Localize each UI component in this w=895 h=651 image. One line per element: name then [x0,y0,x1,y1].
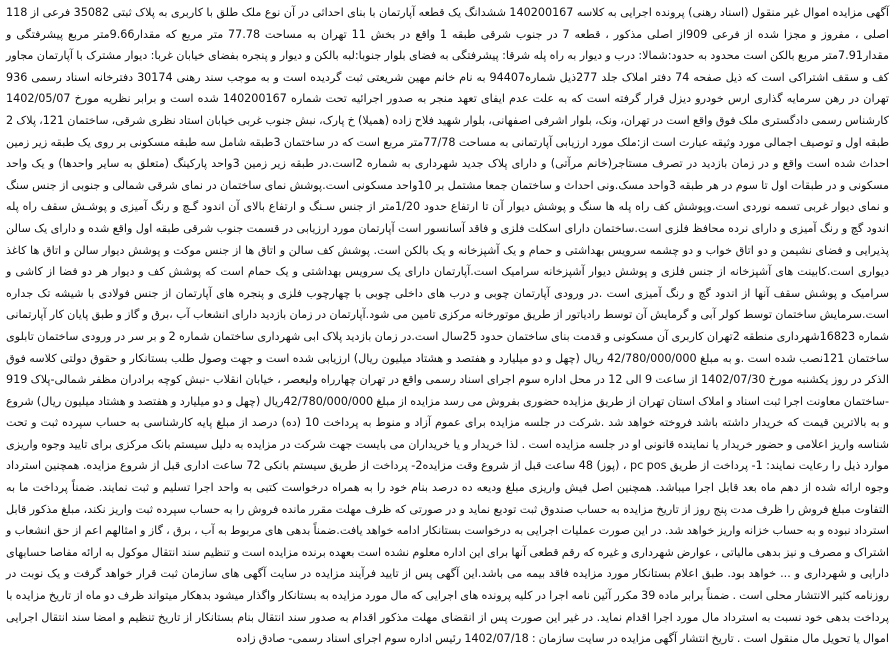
notice-body: آگهی مزایده اموال غیر منقول (اسناد رهنی) پرونده اجرایی به کلاسه 140200167 ششدانگ یک قطعه آپارتمان با بنای احداثی در آن نوع ملک طلق با کاربری به پلاک ثبتی 35082 فرعی از 118 اصلی ، مفروز و مجزا شده از فرعی 909از اصلی مذکور ، قطعه 7 در جنوب شرقی طبقه 1 واقع در بخش 11 تهران به مساحت 77.78 متر مربع که مقدار9.66متر مربع پیشرفتگی و مقدار7.91متر مربع بالکن است محدود به حدود:شمالا: درب و دیوار به راه پله شرقا: پیشرفتگی به فضای بلوار جنوبا:لبه بالکن و دیوار و پنجره بفضای خیابان غربا: دیوار مشترک با آپارتمان مجاور کف و سقف اشتراکی است که ذیل صفحه 74 دفتر املاک جلد 277ذیل شماره94407 به نام خانم مهین شریعتی ثبت گردیده است و به موجب سند رهنی 30174 دفترخانه اسناد رسمی 936 تهران در رهن سرمایه گذاری ارس خودرو دیزل قرار گرفته است که به علت عدم ایفای تعهد منجر به صدور اجرائیه تحت شماره 140200167 شده است و برابر نظریه مورخ 1402/05/07 کارشناس رسمی دادگستری ملک فوق واقع است در تهران، ونک، بلوار اشرفی اصفهانی، بلوار شهید فلاح زاده (همیلا) خ پارک، نبش جنوب غربی خیابان استاد نظری شرقی، ساختمان 121، پلاک 2 طبقه اول و توصیف اجمالی مورد وثیقه عبارت است از:ملک مورد ارزیابی آپارتمانی به مساحت 77/78متر مربع است که در ساختمان 3طبقه شامل سه طبقه مسکونی بر روی یک طبقه زیر زمین احداث شده است واقع و در زمان بازدید در تصرف مستاجر(خانم مرآتی) و دارای پلاک جدید شهرداری به شماره 2است.در طبقه زیر زمین 3واحد پارکینگ (متعلق به سایر واحدها) و یک واحد مسکونی و در طبقات اول تا سوم در هر طبقه 3واحد مسک.ونی احداث و ساختمان جمعا مشتمل بر 10واحد مسکونی است.پوشش نمای ساختمان در نمای شرقی شمالی و جنوبی از جنس سنگ و نمای دیوار غربی تسمه نوردی است.وپوشش کف راه پله ها سنگ و پوشش دیوار آن تا ارتفاع حدود 1/20متر از جنس سـنگ و ارتفاع بالای آن اندود گـچ و رنگ آمیزی و پوشـش سقف راه پله اندود گچ و رنگ آمیزی و دارای نرده محافظ فلزی است.ساختمان دارای اسکلت فلزی و فاقد آسانسور است آپارتمان مورد ارزیابی در قسمت جنوب شرقی طبقه اول واقع شده و دارای یک سالن پذیرایی و فضای نشیمن و دو اتاق خواب و دو چشمه سرویس بهداشتی و حمام و یک آشپزخانه و یک بالکن است. پوشش کف سالن و اتاق ها از جنس موکت و پوشش دیوار سالن و اتاق ها کاغذ دیواری است.کابینت های آشپزخانه از جنس فلزی و پوشش دیوار آشپزخانه سرامیک است.آپارتمان دارای یک سرویس بهداشتی و یک حمام است که پوشش کف و دیوار هر دو فضا از کاشی و سرامیک و پوشش سقف آنها از اندود گچ و رنگ آمیزی است .در ورودی آپارتمان چوبی و درب های داخلی چوبی با چهارچوب فلزی و پنجره های آپارتمان از جنس فولادی با شیشه تک جداره است.سرمایش ساختمان توسط کولر آبی و گرمایش آن توسط رادیاتور از طریق موتورخانه مرکزی تامین می شود.آپارتمان در زمان بازدید دارای انشعاب آب ،برق و گاز و طبق پایان کار آپارتمانی شماره 16823شهرداری منطقه 2تهران کاربری آن مسکونی و قدمت بنای ساختمان حدود 25سال است.در زمان بازدید پلاک ابی شهرداری ساختمان شماره 2 و بر سر در ورودی ساختمان تابلوی ساختمان 121نصب شده است .و به مبلغ 42/780/000/000 ریال (چهل و دو میلیارد و هفتصد و هشتاد میلیون ریال) ارزیابی شده است و جهت وصول طلب بستانکار و حقوق دولتی کلاسه فوق الذکر در روز یکشنبه مورخ 1402/07/30 از ساعت 9 الی 12 در محل اداره سوم اجرای اسناد رسمی واقع در تهران چهارراه ولیعصر ، خیابان انقلاب -نبش کوچه برادران مظفر شمالی-پلاک 919 -ساختمان معاونت اجرا ثبت اسناد و املاک استان تهران از طریق مزایده حضوری بفروش می رسد مزایده از مبلغ 42/780/000/000ریال (چهل و دو میلیارد و هفتصد و هشتاد میلیون ریال) شروع و به بالاترین قیمت که خریدار داشته باشد فروخته خواهد شد .شرکت در جلسه مزایده برای عموم آزاد و منوط به پرداخت 10 (ده) درصد از مبلغ پایه کارشناسی به حساب سپرده ثبت و تحت شناسه واریز اعلامی و حضور خریدار یا نماینده قانونی او در جلسه مزایده است . لذا خریدار و یا خریداران می بایست جهت شرکت در مزایده به دلیل سیستم بانک مرکزی برای تایید وجوه واریزی موارد ذیل را رعایت نمایند: 1- پرداخت از طریق pc pos ، (پوز) 48 ساعت قبل از شروع وقت مزایده2- پرداخت از طریق سیستم بانکی 72 ساعت اداری قبل از شروع مزایده. همچنین استرداد وجوه ارائه شده از دهم ماه بعد قابل اجرا میباشد. همچنین اصل فیش واریزی مبلغ ودیعه ده درصد بنام خود را به همراه درخواست کتبی به واحد اجرا تسلیم و ثبت نمایند. ضمناً پرداخت ما به التفاوت مبلغ فروش را ظرف مدت پنج روز از تاریخ مزایده به حساب صندوق ثبت تودیع نماید و در صورتی که ظرف مهلت مقرر مانده فروش را به حساب سپرده ثبت واریز نکند، مبلغ مذکور قابل استرداد نبوده و به حساب خزانه واریز خواهد شد. در این صورت عملیات اجرایی به درخواست بستانکار ادامه خواهد یافت.ضمناً بدهی های مربوط به آب ، برق ، گاز و امثالهم اعم از حق انشعاب و اشتراک و مصرف و نیز بدهی مالیاتی ، عوارض شهرداری و غیره که رقم قطعی آنها برای این اداره معلوم نشده است بعهده برنده مزایده است و تنظیم سند انتقال موکول به ارائه مفاصا حسابهای دارایی و شهرداری و ... خواهد بود. طبق اعلام بستانکار مورد مزایده فاقد بیمه می باشد.این آگهی پس از تایید فرآیند مزایده در سایت آگهی های سازمان ثبت قرار خواهد گرفت و یک نوبت در روزنامه کثیر الانتشار محلی است . ضمناً برابر ماده 39 مکرر آئین نامه اجرا در کلیه پرونده های اجرایی که مال مورد مزایده به بستانکار واگذار میشود بدهکار میتواند ظرف دو ماه از تاریخ مزایده با پرداخت بدهی خود نسبت به استرداد مال مورد اجرا اقدام نماید. در غیر این صورت پس از انقضای مهلت مذکور اقدام به صدور سند انتقال بنام بستانکار از تاریخ تنظیم و امضا سند انتقال اجرایی اموال یا تحویل مال منقول است . تاریخ انتشار آگهی مزایده در سایت سازمان : 1402/07/18 رئیس اداره سوم اجرای اسناد رسمی- صادق زاده [6,6,890,646]
auction-notice [6,2,889,650]
